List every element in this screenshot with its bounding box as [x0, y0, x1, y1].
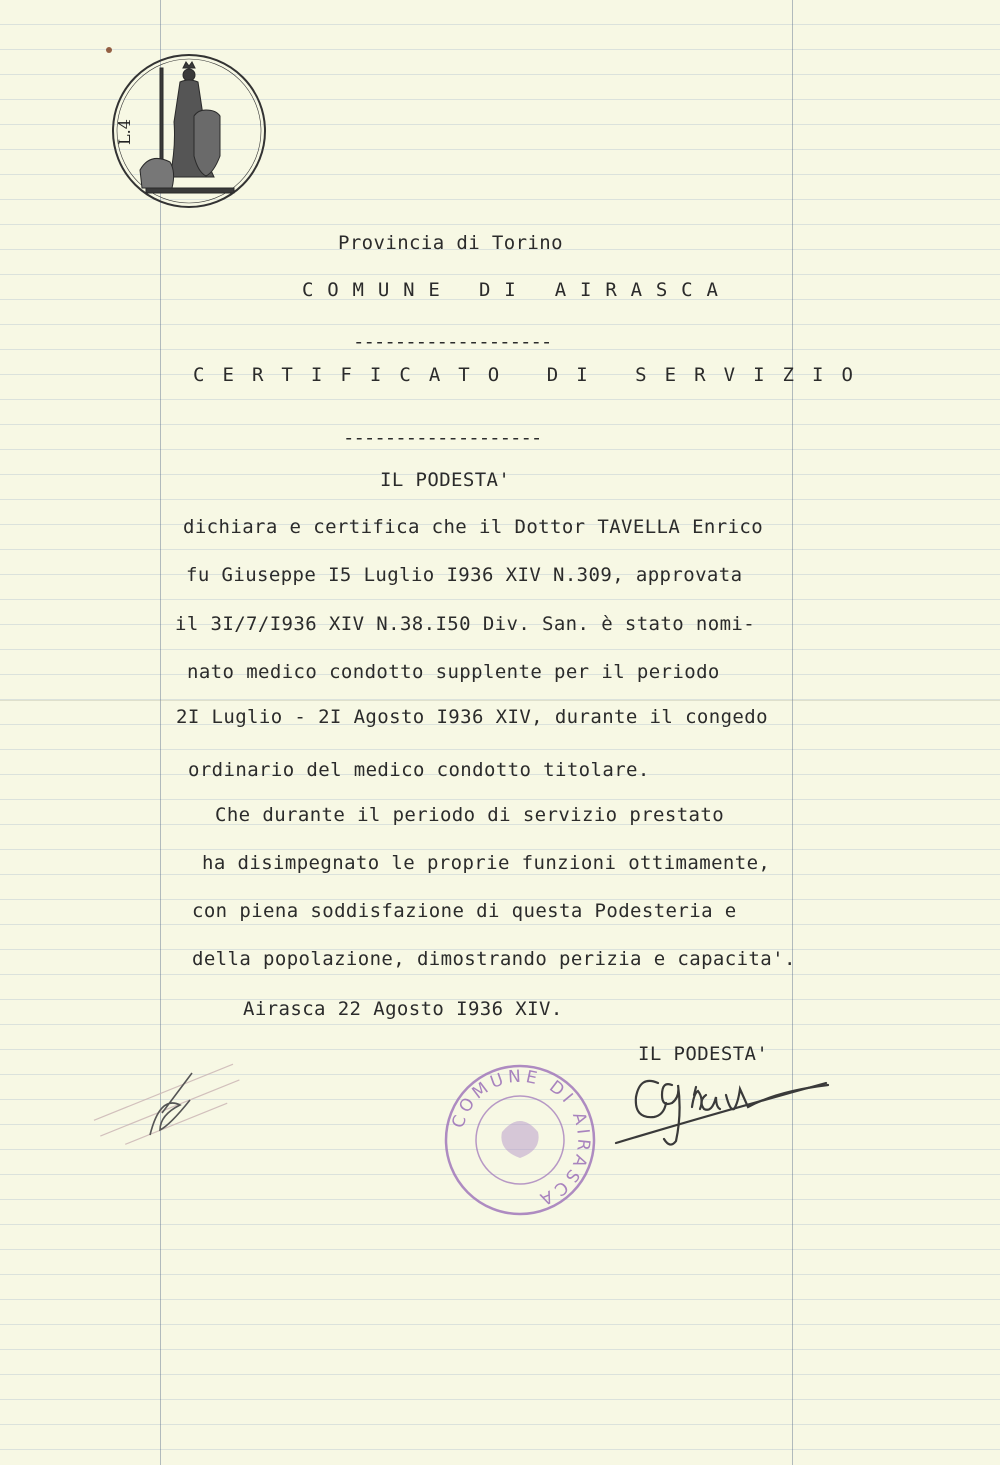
body-line-4: nato medico condotto supplente per il periodo — [187, 661, 720, 683]
body-line-2: fu Giuseppe I5 Luglio I936 XIV N.309, approvata — [186, 564, 743, 586]
body-line-3: il 3I/7/I936 XIV N.38.I50 Div. San. è stato nomi- — [175, 613, 756, 635]
seal-text: COMUNE DI AIRASCA — [448, 1066, 594, 1211]
signature-title: IL PODESTA' — [638, 1043, 769, 1065]
signature-icon — [610, 1055, 840, 1155]
place-date: Airasca 22 Agosto I936 XIV. — [243, 998, 563, 1020]
comune-line: C O M U N E D I A I R A S C A — [302, 279, 720, 301]
revenue-stamp-icon — [110, 50, 268, 212]
body-line-8: ha disimpegnato le proprie funzioni ottimamente, — [202, 852, 771, 874]
province-line: Provincia di Torino — [338, 232, 563, 254]
separator-bottom: ------------------- — [343, 427, 542, 449]
separator-top: ------------------- — [353, 331, 552, 353]
body-line-1: dichiara e certifica che il Dottor TAVELLA Enrico — [183, 516, 764, 538]
stamp-label: L.4 — [115, 119, 134, 145]
issuer-heading: IL PODESTA' — [380, 469, 511, 491]
faint-registry-stamp-icon — [70, 1035, 270, 1155]
body-line-7: Che durante il periodo di servizio prestato — [215, 804, 725, 826]
right-margin-rule — [792, 0, 793, 1465]
body-line-5: 2I Luglio - 2I Agosto I936 XIV, durante il congedo — [176, 706, 768, 728]
left-margin-rule — [160, 0, 161, 1465]
body-line-10: della popolazione, dimostrando perizia e capacita'. — [192, 948, 796, 970]
body-line-6: ordinario del medico condotto titolare. — [188, 759, 650, 781]
fold-line — [0, 700, 1000, 701]
signature-handwritten: Giau — [750, 1151, 753, 1152]
certificate-title: C E R T I F I C A T O D I S E R V I Z I O — [193, 364, 857, 386]
municipal-seal-icon — [440, 1060, 600, 1220]
body-line-9: con piena soddisfazione di questa Podesteria e — [192, 900, 737, 922]
